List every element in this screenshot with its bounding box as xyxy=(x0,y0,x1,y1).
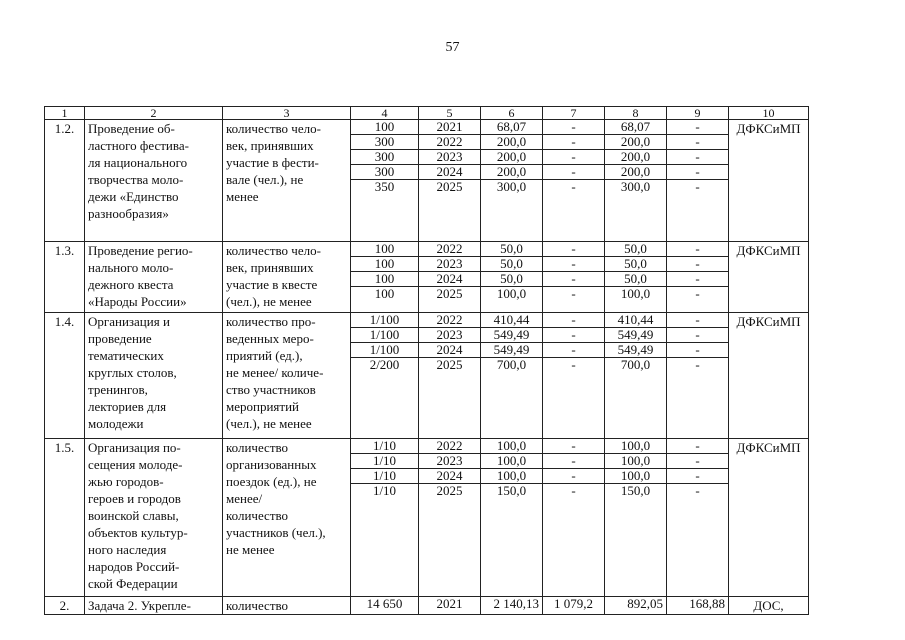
executor-cell: ДФКСиМП xyxy=(729,242,809,313)
year-cell: 2022 xyxy=(419,242,481,257)
funding-col-9: - xyxy=(667,180,729,242)
target-value: 1/10 xyxy=(351,469,419,484)
funding-col-9: - xyxy=(667,343,729,358)
year-cell: 2025 xyxy=(419,358,481,439)
row-number: 2. xyxy=(45,597,85,615)
funding-col-9: - xyxy=(667,454,729,469)
total-funding: 200,0 xyxy=(481,150,543,165)
executor-cell: ДФКСиМП xyxy=(729,439,809,597)
row-number: 1.4. xyxy=(45,313,85,439)
funding-col-7: - xyxy=(543,484,605,597)
activity-name: Организация по- сещения молоде- жью городов- героев и городов воинской славы, объектов культур- ного наследия народов Россий- ской Федерации xyxy=(85,439,223,597)
target-value: 1/100 xyxy=(351,343,419,358)
indicator-text: количество организованных поездок (ед.), не менее/ количество участников (чел.), не менее xyxy=(223,439,351,597)
year-cell: 2021 xyxy=(419,597,481,615)
column-header: 2 xyxy=(85,107,223,120)
funding-col-8: 50,0 xyxy=(605,242,667,257)
funding-col-9: - xyxy=(667,328,729,343)
funding-col-9: - xyxy=(667,165,729,180)
funding-col-9: - xyxy=(667,272,729,287)
total-funding: 2 140,13 xyxy=(481,597,543,615)
row-number: 1.2. xyxy=(45,120,85,242)
funding-col-7: - xyxy=(543,313,605,328)
target-value: 100 xyxy=(351,120,419,135)
funding-col-8: 150,0 xyxy=(605,484,667,597)
funding-col-8: 300,0 xyxy=(605,180,667,242)
target-value: 1/10 xyxy=(351,454,419,469)
year-cell: 2024 xyxy=(419,343,481,358)
indicator-text: количество про- веденных меро- приятий (ед.), не менее/ количе- ство участников мероприятий (чел.), не менее xyxy=(223,313,351,439)
table-row xyxy=(45,597,809,615)
column-header: 5 xyxy=(419,107,481,120)
total-funding: 100,0 xyxy=(481,469,543,484)
total-funding: 50,0 xyxy=(481,257,543,272)
funding-col-8: 200,0 xyxy=(605,135,667,150)
table-row xyxy=(45,439,809,454)
year-cell: 2025 xyxy=(419,484,481,597)
total-funding: 100,0 xyxy=(481,454,543,469)
total-funding: 200,0 xyxy=(481,165,543,180)
total-funding: 410,44 xyxy=(481,313,543,328)
column-header: 1 xyxy=(45,107,85,120)
total-funding: 50,0 xyxy=(481,272,543,287)
year-cell: 2025 xyxy=(419,180,481,242)
target-value: 350 xyxy=(351,180,419,242)
executor-cell: ДФКСиМП xyxy=(729,120,809,242)
column-number-row xyxy=(45,107,809,120)
activity-name: Проведение об- ластного фестива- ля национального творчества моло- дежи «Единство разнообразия» xyxy=(85,120,223,242)
funding-col-9: - xyxy=(667,484,729,597)
column-header: 8 xyxy=(605,107,667,120)
activity-name: Организация и проведение тематических круглых столов, тренингов, лекториев для молодежи xyxy=(85,313,223,439)
funding-col-7: - xyxy=(543,439,605,454)
table-row xyxy=(45,120,809,135)
activity-name: Проведение регио- нального моло- дежного квеста «Народы России» xyxy=(85,242,223,313)
funding-col-8: 700,0 xyxy=(605,358,667,439)
funding-col-8: 100,0 xyxy=(605,287,667,313)
target-value: 100 xyxy=(351,242,419,257)
column-header: 6 xyxy=(481,107,543,120)
funding-col-9: - xyxy=(667,257,729,272)
year-cell: 2024 xyxy=(419,165,481,180)
total-funding: 300,0 xyxy=(481,180,543,242)
funding-col-9: - xyxy=(667,287,729,313)
total-funding: 100,0 xyxy=(481,439,543,454)
funding-col-8: 200,0 xyxy=(605,150,667,165)
funding-col-8: 200,0 xyxy=(605,165,667,180)
funding-col-9: - xyxy=(667,358,729,439)
total-funding: 50,0 xyxy=(481,242,543,257)
total-funding: 700,0 xyxy=(481,358,543,439)
funding-col-7: - xyxy=(543,165,605,180)
funding-col-7: - xyxy=(543,272,605,287)
program-activities-table xyxy=(44,106,809,615)
indicator-text: количество чело- век, принявших участие в квесте (чел.), не менее xyxy=(223,242,351,313)
year-cell: 2022 xyxy=(419,313,481,328)
funding-col-7: - xyxy=(543,257,605,272)
row-number: 1.5. xyxy=(45,439,85,597)
column-header: 7 xyxy=(543,107,605,120)
funding-col-7: - xyxy=(543,242,605,257)
column-header: 9 xyxy=(667,107,729,120)
year-cell: 2023 xyxy=(419,328,481,343)
funding-col-7: - xyxy=(543,469,605,484)
funding-col-7: - xyxy=(543,358,605,439)
indicator-text: количество xyxy=(223,597,351,615)
target-value: 1/100 xyxy=(351,328,419,343)
executor-cell: ДФКСиМП xyxy=(729,313,809,439)
year-cell: 2022 xyxy=(419,439,481,454)
funding-col-7: - xyxy=(543,328,605,343)
column-header: 4 xyxy=(351,107,419,120)
target-value: 300 xyxy=(351,135,419,150)
total-funding: 150,0 xyxy=(481,484,543,597)
funding-col-7: 1 079,2 xyxy=(543,597,605,615)
funding-col-9: - xyxy=(667,439,729,454)
year-cell: 2023 xyxy=(419,150,481,165)
indicator-text: количество чело- век, принявших участие в фести- вале (чел.), не менее xyxy=(223,120,351,242)
target-value: 2/200 xyxy=(351,358,419,439)
funding-col-8: 892,05 xyxy=(605,597,667,615)
funding-col-9: - xyxy=(667,242,729,257)
funding-col-7: - xyxy=(543,343,605,358)
column-header: 10 xyxy=(729,107,809,120)
funding-col-8: 549,49 xyxy=(605,328,667,343)
funding-col-9: - xyxy=(667,150,729,165)
funding-col-9: - xyxy=(667,135,729,150)
table-row xyxy=(45,242,809,257)
funding-col-7: - xyxy=(543,120,605,135)
total-funding: 549,49 xyxy=(481,328,543,343)
target-value: 100 xyxy=(351,287,419,313)
total-funding: 200,0 xyxy=(481,135,543,150)
funding-col-9: - xyxy=(667,120,729,135)
column-header: 3 xyxy=(223,107,351,120)
total-funding: 549,49 xyxy=(481,343,543,358)
funding-col-8: 50,0 xyxy=(605,272,667,287)
year-cell: 2024 xyxy=(419,469,481,484)
target-value: 1/100 xyxy=(351,313,419,328)
table-row xyxy=(45,313,809,328)
funding-col-7: - xyxy=(543,135,605,150)
funding-col-8: 410,44 xyxy=(605,313,667,328)
funding-col-8: 100,0 xyxy=(605,439,667,454)
year-cell: 2023 xyxy=(419,257,481,272)
funding-col-7: - xyxy=(543,287,605,313)
target-value: 14 650 xyxy=(351,597,419,615)
target-value: 100 xyxy=(351,257,419,272)
target-value: 100 xyxy=(351,272,419,287)
target-value: 300 xyxy=(351,150,419,165)
funding-col-7: - xyxy=(543,454,605,469)
funding-col-9: - xyxy=(667,313,729,328)
executor-cell: ДОС, xyxy=(729,597,809,615)
table-body xyxy=(45,107,809,615)
page-number: 57 xyxy=(445,40,460,55)
year-cell: 2025 xyxy=(419,287,481,313)
total-funding: 100,0 xyxy=(481,287,543,313)
target-value: 1/10 xyxy=(351,484,419,597)
funding-col-8: 50,0 xyxy=(605,257,667,272)
row-number: 1.3. xyxy=(45,242,85,313)
year-cell: 2023 xyxy=(419,454,481,469)
year-cell: 2022 xyxy=(419,135,481,150)
funding-col-7: - xyxy=(543,150,605,165)
funding-col-7: - xyxy=(543,180,605,242)
year-cell: 2021 xyxy=(419,120,481,135)
total-funding: 68,07 xyxy=(481,120,543,135)
funding-col-8: 100,0 xyxy=(605,469,667,484)
target-value: 300 xyxy=(351,165,419,180)
funding-col-9: 168,88 xyxy=(667,597,729,615)
year-cell: 2024 xyxy=(419,272,481,287)
activity-name: Задача 2. Укрепле- xyxy=(85,597,223,615)
funding-col-8: 549,49 xyxy=(605,343,667,358)
funding-col-8: 68,07 xyxy=(605,120,667,135)
target-value: 1/10 xyxy=(351,439,419,454)
funding-col-8: 100,0 xyxy=(605,454,667,469)
funding-col-9: - xyxy=(667,469,729,484)
